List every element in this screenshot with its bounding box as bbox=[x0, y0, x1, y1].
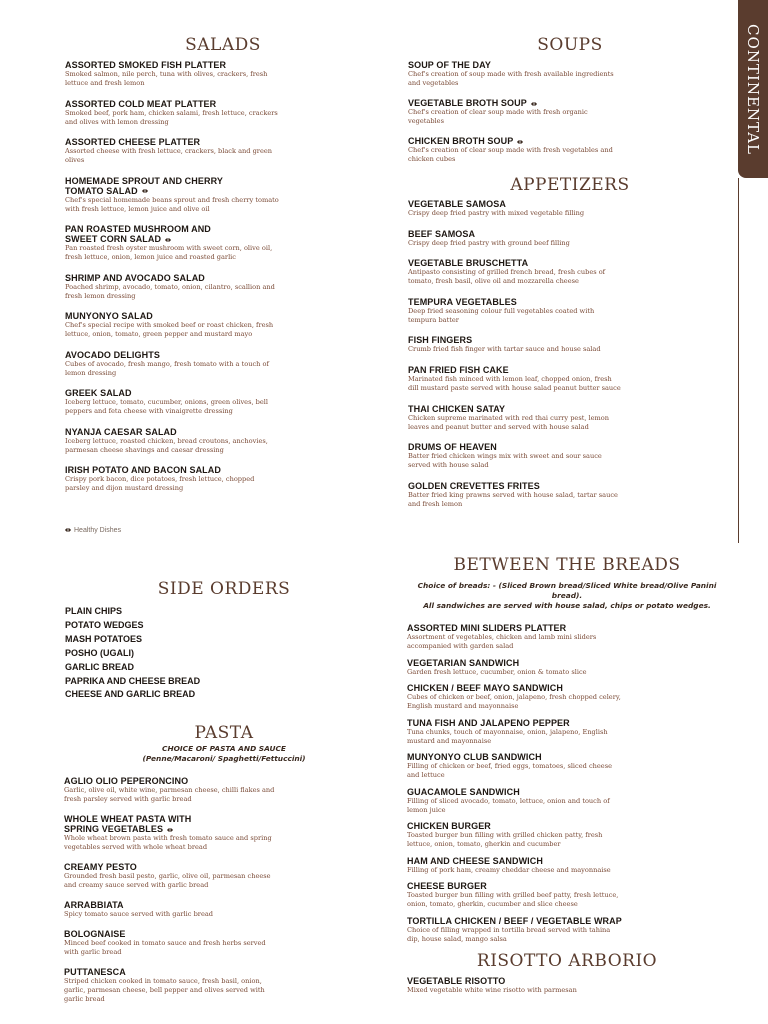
menu-item-name: TEMPURA VEGETABLES bbox=[408, 296, 517, 307]
side-order-item: MASH POTATOES bbox=[65, 633, 143, 644]
menu-item-description: Chef's creation of clear soup made with fresh vegetables and chicken cubes bbox=[408, 146, 613, 163]
salads-section bbox=[65, 34, 385, 504]
menu-item-description: Iceberg lettuce, roasted chicken, bread croutons, anchovies, parmesan cheese shavings and caesar dressing bbox=[65, 436, 268, 454]
menu-item-name: PAN FRIED FISH CAKE bbox=[408, 364, 509, 375]
risotto-title: RISOTTO ARBORIO bbox=[476, 951, 658, 971]
menu-item bbox=[65, 427, 385, 455]
menu-item-description: Tuna chunks, touch of mayonnaise, onion, jalapeno, English mustard and mayonnaise bbox=[407, 727, 608, 745]
healthy-icon bbox=[141, 187, 149, 195]
side-divider bbox=[738, 178, 739, 543]
menu-item bbox=[65, 137, 385, 165]
menu-item-description: Assortment of vegetables, chicken and lamb mini sliders accompanied with garden salad bbox=[407, 633, 597, 650]
menu-item-description: Batter fried chicken wings mix with sweet and sour sauce served with house salad bbox=[408, 452, 602, 470]
side-orders-list bbox=[65, 605, 384, 702]
side-orders-title: SIDE ORDERS bbox=[157, 579, 291, 599]
menu-item-name: VEGETABLE RISOTTO bbox=[407, 976, 506, 986]
menu-item-name: PAN ROASTED MUSHROOM AND SWEET CORN SALAD bbox=[65, 224, 211, 244]
menu-item-name: ASSORTED COLD MEAT PLATTER bbox=[65, 98, 217, 109]
menu-item bbox=[408, 297, 718, 325]
menu-item-name: BOLOGNAISE bbox=[64, 929, 126, 940]
menu-item-description: Chicken supreme marinated with red thai curry pest, lemon leaves and peanut butter and served with house salad bbox=[408, 413, 610, 431]
menu-item-description: Minced beef cooked in tomato sauce and fresh herbs served with garlic bread bbox=[64, 939, 266, 957]
menu-item-name: GREEK SALAD bbox=[65, 388, 132, 398]
menu-item-name: MUNYONYO SALAD bbox=[65, 311, 153, 321]
menu-item bbox=[65, 273, 385, 301]
menu-item-description: Mixed vegetable white wine risotto with parmesan bbox=[407, 986, 577, 994]
pasta-subtitle: CHOICE OF PASTA AND SAUCE bbox=[162, 744, 286, 754]
menu-item-description: Garlic, olive oil, white wine, parmesan cheese, chilli flakes and fresh parsley served with garlic bread bbox=[64, 786, 275, 804]
menu-item bbox=[407, 916, 727, 944]
menu-item bbox=[65, 350, 385, 378]
menu-item-description: Toasted burger bun filling with grilled beef patty, fresh lettuce, onion, tomato, gherkin, cucumber and slice cheese bbox=[407, 891, 619, 908]
menu-item bbox=[408, 199, 718, 218]
menu-item-description: Cubes of avocado, fresh mango, fresh tomato with a touch of lemon dressing bbox=[65, 359, 269, 377]
breads-subtitle-note: All sandwiches are served with house salad, chips or potato wedges. bbox=[423, 601, 711, 610]
menu-item bbox=[408, 60, 718, 88]
continental-tab-label: CONTINENTAL bbox=[744, 24, 762, 156]
pasta-list bbox=[64, 776, 384, 1004]
menu-item bbox=[65, 388, 385, 416]
menu-item bbox=[64, 900, 384, 919]
menu-item bbox=[408, 442, 718, 470]
menu-item bbox=[407, 623, 727, 651]
menu-item bbox=[407, 881, 727, 909]
menu-item-name: ASSORTED MINI SLIDERS PLATTER bbox=[407, 623, 567, 633]
breads-list bbox=[407, 623, 727, 944]
menu-item-description: Assorted cheese with fresh lettuce, crackers, black and green olives bbox=[65, 147, 273, 164]
menu-item bbox=[65, 311, 385, 339]
risotto-list bbox=[407, 976, 727, 995]
menu-item-name: WHOLE WHEAT PASTA WITH SPRING VEGETABLES bbox=[64, 814, 192, 835]
menu-item-name: TUNA FISH AND JALAPENO PEPPER bbox=[407, 717, 570, 728]
healthy-icon bbox=[516, 138, 524, 146]
menu-item bbox=[408, 98, 718, 126]
side-order-item: PAPRIKA AND CHEESE BREAD bbox=[65, 675, 201, 686]
soups-section bbox=[408, 34, 718, 519]
menu-item-name: CREAMY PESTO bbox=[64, 862, 137, 873]
healthy-legend-label: Healthy Dishes bbox=[74, 526, 122, 534]
menu-item-name: FISH FINGERS bbox=[408, 335, 473, 346]
menu-item bbox=[408, 404, 718, 432]
menu-item-description: Filling of pork ham, creamy cheddar cheese and mayonnaise bbox=[407, 865, 611, 874]
menu-item-description: Deep fried seasoning colour full vegetables coated with tempura batter bbox=[408, 306, 595, 324]
healthy-icon bbox=[530, 100, 538, 108]
menu-item-description: Batter fried king prawns served with house salad, tartar sauce and fresh lemon bbox=[408, 490, 618, 508]
salads-list bbox=[65, 60, 385, 493]
menu-item-name: HOMEMADE SPROUT AND CHERRY TOMATO SALAD bbox=[65, 175, 223, 196]
menu-item bbox=[407, 976, 727, 995]
menu-item-name: GUACAMOLE SANDWICH bbox=[407, 786, 520, 797]
menu-item-name: DRUMS OF HEAVEN bbox=[408, 442, 497, 453]
menu-item-description: Chef's creation of soup made with fresh available ingredients and vegetables bbox=[408, 70, 614, 87]
menu-item-description: Crispy deep fried pastry with mixed vegetable filling bbox=[408, 209, 585, 217]
menu-item-name: SHRIMP AND AVOCADO SALAD bbox=[65, 272, 205, 283]
breads-title: BETWEEN THE BREADS bbox=[453, 555, 681, 575]
side-order-item: PLAIN CHIPS bbox=[65, 606, 123, 616]
menu-item-name: BEEF SAMOSA bbox=[408, 228, 476, 239]
menu-item bbox=[407, 683, 727, 711]
menu-item bbox=[408, 365, 718, 393]
healthy-legend bbox=[64, 526, 121, 534]
menu-item-description: Crispy deep fried pastry with ground beef filling bbox=[408, 238, 570, 247]
menu-item-description: Spicy tomato sauce served with garlic bread bbox=[64, 910, 213, 919]
menu-item bbox=[65, 224, 385, 262]
menu-item-description: Antipasto consisting of grilled french bread, fresh cubes of tomato, fresh basil, olive oil and mozzarella cheese bbox=[408, 268, 606, 286]
side-order-item: CHEESE AND GARLIC BREAD bbox=[65, 689, 196, 700]
menu-item-description: Smoked salmon, nile perch, tuna with olives, crackers, fresh lettuce and fresh lemon bbox=[65, 70, 268, 87]
menu-item-name: VEGETABLE BRUSCHETTA bbox=[408, 258, 529, 269]
menu-item-name: CHICKEN / BEEF MAYO SANDWICH bbox=[407, 683, 563, 693]
menu-item-description: Iceberg lettuce, tomato, cucumber, onions, green olives, bell peppers and feta cheese with vinaigrette dressing bbox=[65, 398, 268, 415]
menu-item-name: VEGETABLE BROTH SOUP bbox=[408, 98, 628, 108]
healthy-icon bbox=[166, 826, 174, 834]
menu-item bbox=[64, 929, 384, 957]
healthy-icon bbox=[64, 526, 72, 534]
menu-item-name: VEGETARIAN SANDWICH bbox=[407, 657, 520, 668]
menu-item-description: Smoked beef, pork ham, chicken salami, fresh lettuce, crackers and olives with lemon dressing bbox=[65, 108, 278, 126]
menu-item-name: NYANJA CAESAR SALAD bbox=[65, 426, 177, 437]
menu-item bbox=[65, 176, 385, 214]
salads-title: SALADS bbox=[185, 35, 261, 55]
menu-item-description: Marinated fish minced with lemon leaf, chopped onion, fresh dill mustard paste served with house salad peanut butter sauce bbox=[408, 374, 621, 392]
menu-item-description: Pan roasted fresh oyster mushroom with sweet corn, olive oil, fresh lettuce, onion, lemon juice and roasted garlic bbox=[65, 244, 273, 261]
menu-item-name: AGLIO OLIO PEPERONCINO bbox=[64, 776, 189, 787]
menu-item-name: PUTTANESCA bbox=[64, 967, 126, 978]
menu-item-description: Striped chicken cooked in tomato sauce, fresh basil, onion, garlic, parmesan cheese, bell pepper and olives served with garlic bread bbox=[64, 977, 265, 1004]
menu-item-description: Poached shrimp, avocado, tomato, onion, cilantro, scallion and fresh lemon dressing bbox=[65, 282, 275, 300]
menu-item-name: ARRABBIATA bbox=[64, 900, 124, 911]
menu-item-description: Grounded fresh basil pesto, garlic, olive oil, parmesan cheese and creamy sauce served with garlic bread bbox=[64, 872, 271, 890]
menu-item bbox=[408, 481, 718, 509]
menu-item-name: VEGETABLE SAMOSA bbox=[408, 199, 506, 209]
menu-item-name: SOUP OF THE DAY bbox=[408, 60, 492, 70]
menu-item bbox=[407, 718, 727, 746]
menu-item-description: Chef's special recipe with smoked beef or roast chicken, fresh lettuce, onion, tomato, green pepper and mustard mayo bbox=[65, 321, 274, 338]
menu-item-name: ASSORTED CHEESE PLATTER bbox=[65, 137, 201, 147]
menu-item-description: Crumb fried fish finger with tartar sauce and house salad bbox=[408, 345, 601, 354]
soups-title: SOUPS bbox=[537, 35, 603, 55]
menu-item-description: Chef's creation of clear soup made with fresh organic vegetables bbox=[408, 108, 588, 125]
appetizers-title: APPETIZERS bbox=[510, 175, 630, 195]
menu-item-name: HAM AND CHEESE SANDWICH bbox=[407, 855, 543, 866]
menu-item bbox=[408, 335, 718, 354]
menu-item-description: Choice of filling wrapped in tortilla bread served with tahina dip, house salad, mango salsa bbox=[407, 925, 611, 943]
menu-item-description: Garden fresh lettuce, cucumber, onion & tomato slice bbox=[407, 667, 587, 676]
menu-item bbox=[64, 776, 384, 804]
side-order-item: GARLIC BREAD bbox=[65, 661, 134, 672]
side-order-item: POSHO (UGALI) bbox=[65, 647, 134, 658]
menu-item-name: AVOCADO DELIGHTS bbox=[65, 349, 160, 360]
continental-tab bbox=[738, 0, 768, 178]
menu-item-description: Cubes of chicken or beef, onion, jalapeno, fresh chopped celery, English mustard and mayonnaise bbox=[407, 693, 621, 710]
menu-item bbox=[407, 752, 727, 780]
menu-item bbox=[64, 967, 384, 1004]
menu-item bbox=[65, 465, 385, 493]
soups-list bbox=[408, 60, 718, 164]
menu-item-description: Crispy pork bacon, dice potatoes, fresh lettuce, chopped parsley and dijon mustard dressing bbox=[65, 475, 255, 492]
healthy-icon bbox=[164, 236, 172, 244]
menu-item-name: CHEESE BURGER bbox=[407, 881, 487, 891]
menu-item-description: Filling of chicken or beef, fried eggs, tomatoes, sliced cheese and lettuce bbox=[407, 762, 612, 779]
menu-item-name: TORTILLA CHICKEN / BEEF / VEGETABLE WRAP bbox=[407, 915, 622, 926]
pasta-subtitle-choices: (Penne/Macaroni/ Spaghetti/Fettuccini) bbox=[142, 754, 306, 764]
menu-item-name: MUNYONYO CLUB SANDWICH bbox=[407, 752, 542, 762]
menu-item-name: IRISH POTATO AND BACON SALAD bbox=[65, 465, 221, 475]
menu-item bbox=[408, 258, 718, 286]
pasta-title: PASTA bbox=[194, 723, 254, 744]
side-orders-section bbox=[64, 578, 384, 1014]
menu-item bbox=[407, 821, 727, 849]
menu-item bbox=[64, 862, 384, 890]
menu-item bbox=[408, 229, 718, 248]
menu-item bbox=[65, 60, 385, 88]
menu-item-name: CHICKEN BROTH SOUP bbox=[408, 136, 628, 146]
menu-item-description: Whole wheat brown pasta with fresh tomato sauce and spring vegetables served with whole wheat bread bbox=[64, 834, 272, 852]
menu-item bbox=[407, 658, 727, 677]
menu-item-name: ASSORTED SMOKED FISH PLATTER bbox=[65, 60, 227, 70]
breads-subtitle: Choice of breads: - (Sliced Brown bread/Sliced White bread/Olive Panini bread). bbox=[417, 581, 717, 600]
menu-item-name: CHICKEN BURGER bbox=[407, 821, 491, 831]
menu-item-name: GOLDEN CREVETTES FRITES bbox=[408, 480, 540, 491]
menu-item-description: Filling of sliced avocado, tomato, lettuce, onion and touch of lemon juice bbox=[407, 796, 610, 814]
menu-item-description: Chef's special homemade beans sprout and fresh cherry tomato with fresh lettuce, lemon juice and olive oil bbox=[65, 195, 279, 213]
breads-section bbox=[407, 554, 727, 1001]
menu-item bbox=[65, 99, 385, 127]
menu-item-name: THAI CHICKEN SATAY bbox=[408, 403, 506, 414]
menu-item bbox=[407, 787, 727, 815]
appetizers-list bbox=[408, 199, 718, 509]
menu-item bbox=[407, 856, 727, 875]
menu-item bbox=[408, 136, 718, 164]
menu-item bbox=[64, 814, 384, 852]
menu-item-description: Toasted burger bun filling with grilled chicken patty, fresh lettuce, onion, tomato, gherkin and cucumber bbox=[407, 831, 603, 848]
side-order-item: POTATO WEDGES bbox=[65, 619, 144, 630]
